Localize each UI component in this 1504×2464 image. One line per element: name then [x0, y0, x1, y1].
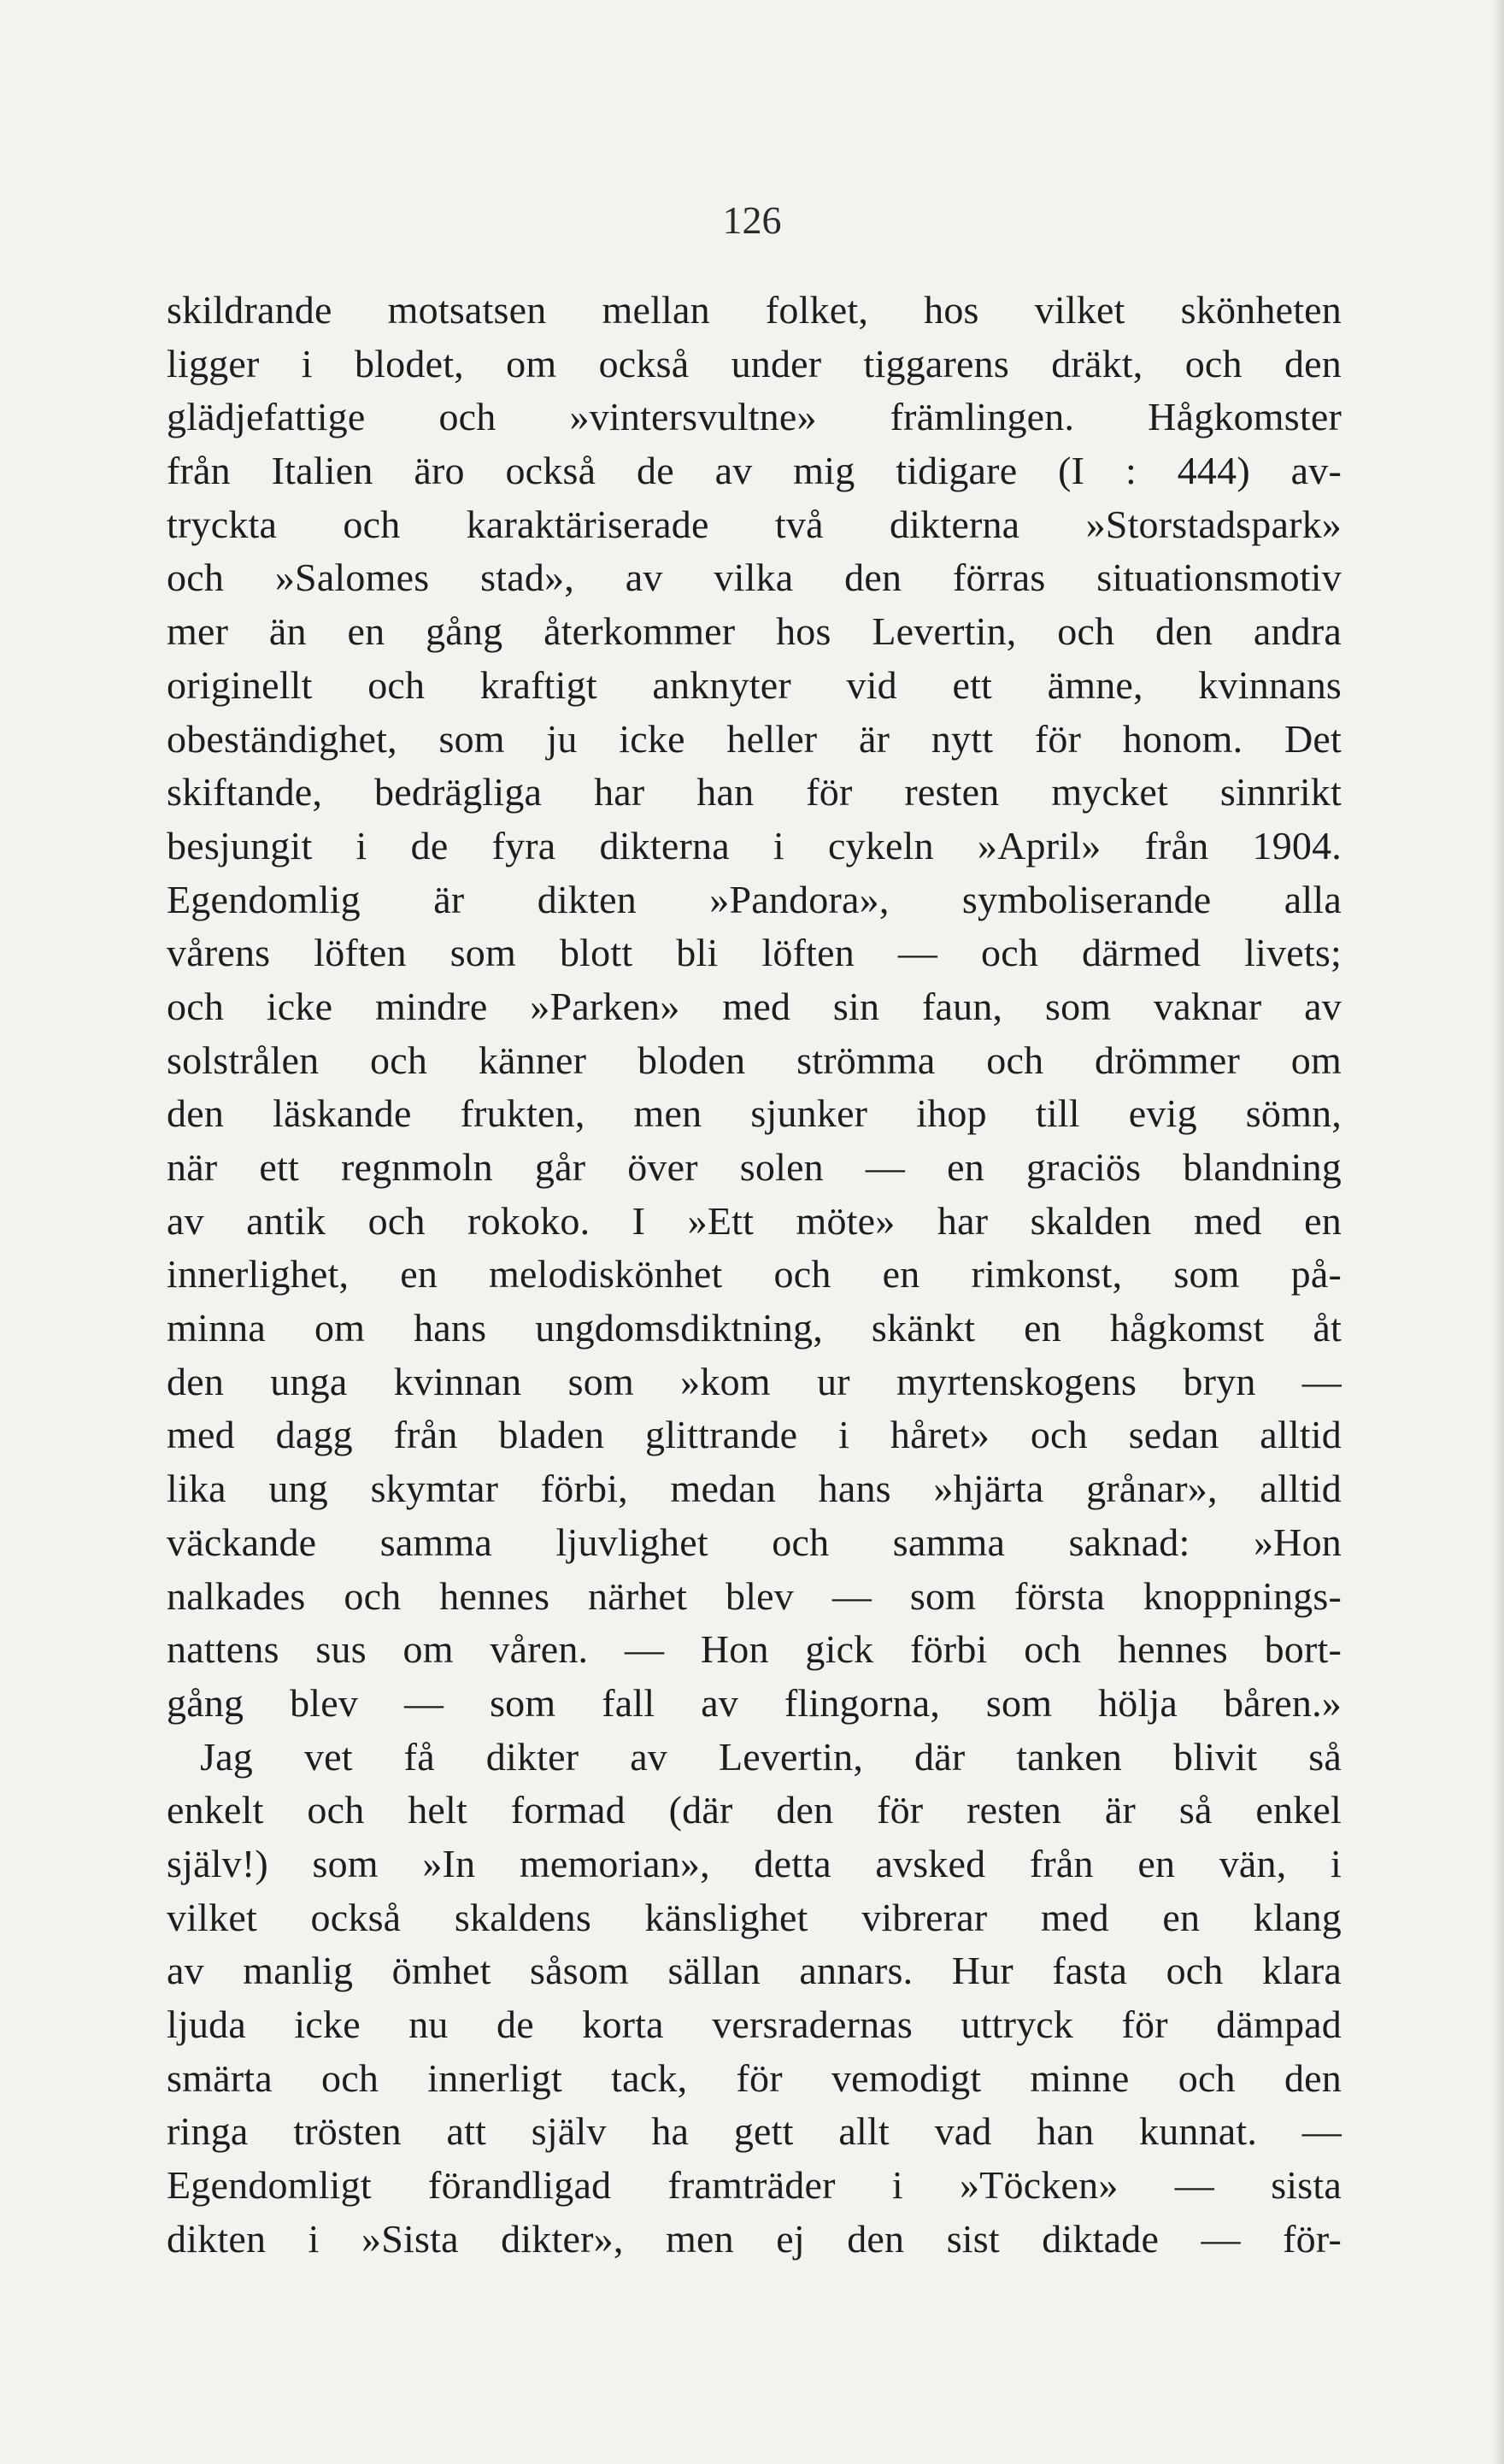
text-line: Egendomlig är dikten »Pandora», symboliserande alla	[167, 877, 1342, 921]
text-line: originellt och kraftigt anknyter vid ett ämne, kvinnans	[167, 662, 1342, 707]
text-line: ligger i blodet, om också under tiggarens dräkt, och den	[167, 341, 1342, 385]
text-line: obeständighet, som ju icke heller är nytt för honom. Det	[167, 716, 1342, 761]
text-line: Egendomligt förandligad framträder i »Töcken» — sista	[167, 2163, 1342, 2208]
text-line: innerlighet, en melodiskönhet och en rimkonst, som på-	[167, 1252, 1342, 1297]
body-text	[167, 284, 1342, 2266]
text-line: när ett regnmoln går över solen — en graciös blandning	[167, 1145, 1342, 1189]
text-line: enkelt och helt formad (där den för resten är så enkel	[167, 1788, 1342, 1832]
text-line: vårens löften som blott bli löften — och därmed livets;	[167, 931, 1342, 975]
page-edge-shadow	[1492, 0, 1504, 2464]
text-line: nattens sus om våren. — Hon gick förbi och hennes bort-	[167, 1627, 1342, 1672]
text-line: besjungit i de fyra dikterna i cykeln »April» från 1904.	[167, 823, 1342, 867]
text-line: skiftande, bedrägliga har han för resten mycket sinnrikt	[167, 770, 1342, 814]
page-number: 126	[722, 198, 782, 242]
text-line: av antik och rokoko. I »Ett möte» har skalden med en	[167, 1198, 1342, 1243]
text-line: nalkades och hennes närhet blev — som första knoppnings-	[167, 1573, 1342, 1618]
text-line: mer än en gång återkommer hos Levertin, och den andra	[167, 609, 1342, 654]
text-line: och icke mindre »Parken» med sin faun, som vaknar av	[167, 984, 1342, 1028]
text-line: smärta och innerligt tack, för vemodigt minne och den	[167, 2055, 1342, 2100]
text-line: glädjefattige och »vintersvultne» främlingen. Hågkomster	[167, 395, 1342, 439]
text-line: lika ung skymtar förbi, medan hans »hjärta grånar», alltid	[167, 1467, 1342, 1511]
text-line: från Italien äro också de av mig tidigare (I : 444) av-	[167, 449, 1342, 493]
text-line: solstrålen och känner bloden strömma och drömmer om	[167, 1038, 1342, 1082]
text-line: tryckta och karaktäriserade två dikterna »Storstadspark»	[167, 502, 1342, 546]
text-line: ringa trösten att själv ha gett allt vad han kunnat. —	[167, 2109, 1342, 2154]
text-line: den unga kvinnan som »kom ur myrtenskogens bryn —	[167, 1359, 1342, 1403]
text-line: ljuda icke nu de korta versradernas uttryck för dämpad	[167, 2002, 1342, 2046]
paragraph-start-line: Jag vet få dikter av Levertin, där tanken blivit så	[200, 1734, 1342, 1779]
text-line: själv!) som »In memorian», detta avsked från en vän, i	[167, 1841, 1342, 1885]
text-line: och »Salomes stad», av vilka den förras situationsmotiv	[167, 556, 1342, 600]
text-line: dikten i »Sista dikter», men ej den sist diktade — för-	[167, 2216, 1342, 2261]
text-line: den läskande frukten, men sjunker ihop till evig sömn,	[167, 1091, 1342, 1136]
text-line: skildrande motsatsen mellan folket, hos vilket skönheten	[167, 288, 1342, 332]
text-line: gång blev — som fall av flingorna, som hölja båren.»	[167, 1680, 1342, 1725]
text-line: med dagg från bladen glittrande i håret» och sedan alltid	[167, 1413, 1342, 1457]
text-line: minna om hans ungdomsdiktning, skänkt en hågkomst åt	[167, 1306, 1342, 1350]
text-line: väckande samma ljuvlighet och samma saknad: »Hon	[167, 1520, 1342, 1564]
text-line: av manlig ömhet såsom sällan annars. Hur fasta och klara	[167, 1949, 1342, 1993]
text-line: vilket också skaldens känslighet vibrerar med en klang	[167, 1895, 1342, 1939]
